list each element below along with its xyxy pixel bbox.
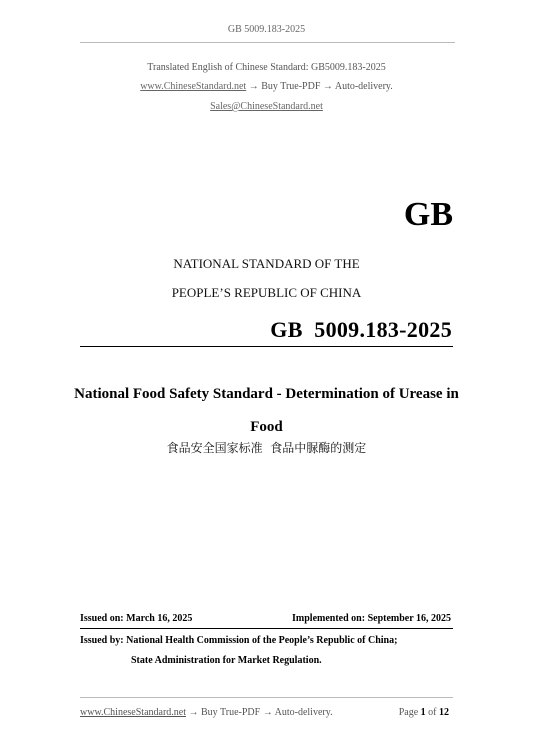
gb-logo: GB (403, 196, 453, 233)
footer-divider (80, 697, 453, 698)
footer-site-link[interactable]: www.ChineseStandard.net (80, 707, 186, 718)
page-indicator (399, 707, 449, 718)
running-header: GB 5009.183-2025 (227, 24, 306, 35)
email-notice (0, 101, 533, 112)
title-english: National Food Safety Standard - Determination of Urease in Food (74, 386, 459, 435)
page-total: 12 (439, 707, 449, 718)
standard-number: GB 5009.183-2025 (270, 317, 452, 342)
title-chinese: 食品安全国家标准 食品中脲酶的测定 (166, 441, 367, 455)
page-of: of (428, 707, 437, 718)
header-divider (80, 42, 455, 43)
national-standard-line1: NATIONAL STANDARD OF THE (173, 256, 360, 271)
dates-row (80, 613, 453, 624)
standard-number-divider (80, 346, 453, 347)
issued-date: Issued on: March 16, 2025 (80, 613, 193, 624)
implemented-date: Implemented on: September 16, 2025 (292, 613, 451, 624)
purchase-notice (0, 81, 533, 92)
page-current: 1 (420, 707, 426, 718)
issuer-line1: Issued by: National Health Commission of the People’s Republic of China; (80, 635, 398, 646)
email-link[interactable]: Sales@ChineseStandard.net (210, 101, 323, 112)
footer-purchase-notice (80, 707, 333, 718)
translation-notice: Translated English of Chinese Standard: GB5009.183-2025 (147, 62, 386, 73)
site-link[interactable]: www.ChineseStandard.net (140, 81, 247, 92)
national-standard-line2: PEOPLE’S REPUBLIC OF CHINA (171, 285, 362, 300)
page-label: Page (398, 707, 419, 718)
issuer-line2: State Administration for Market Regulation. (131, 655, 322, 666)
dates-divider (80, 628, 453, 629)
purchase-notice-text: → Buy True-PDF → Auto-delivery. (246, 81, 393, 92)
footer-purchase-text: → Buy True-PDF → Auto-delivery. (186, 707, 333, 718)
